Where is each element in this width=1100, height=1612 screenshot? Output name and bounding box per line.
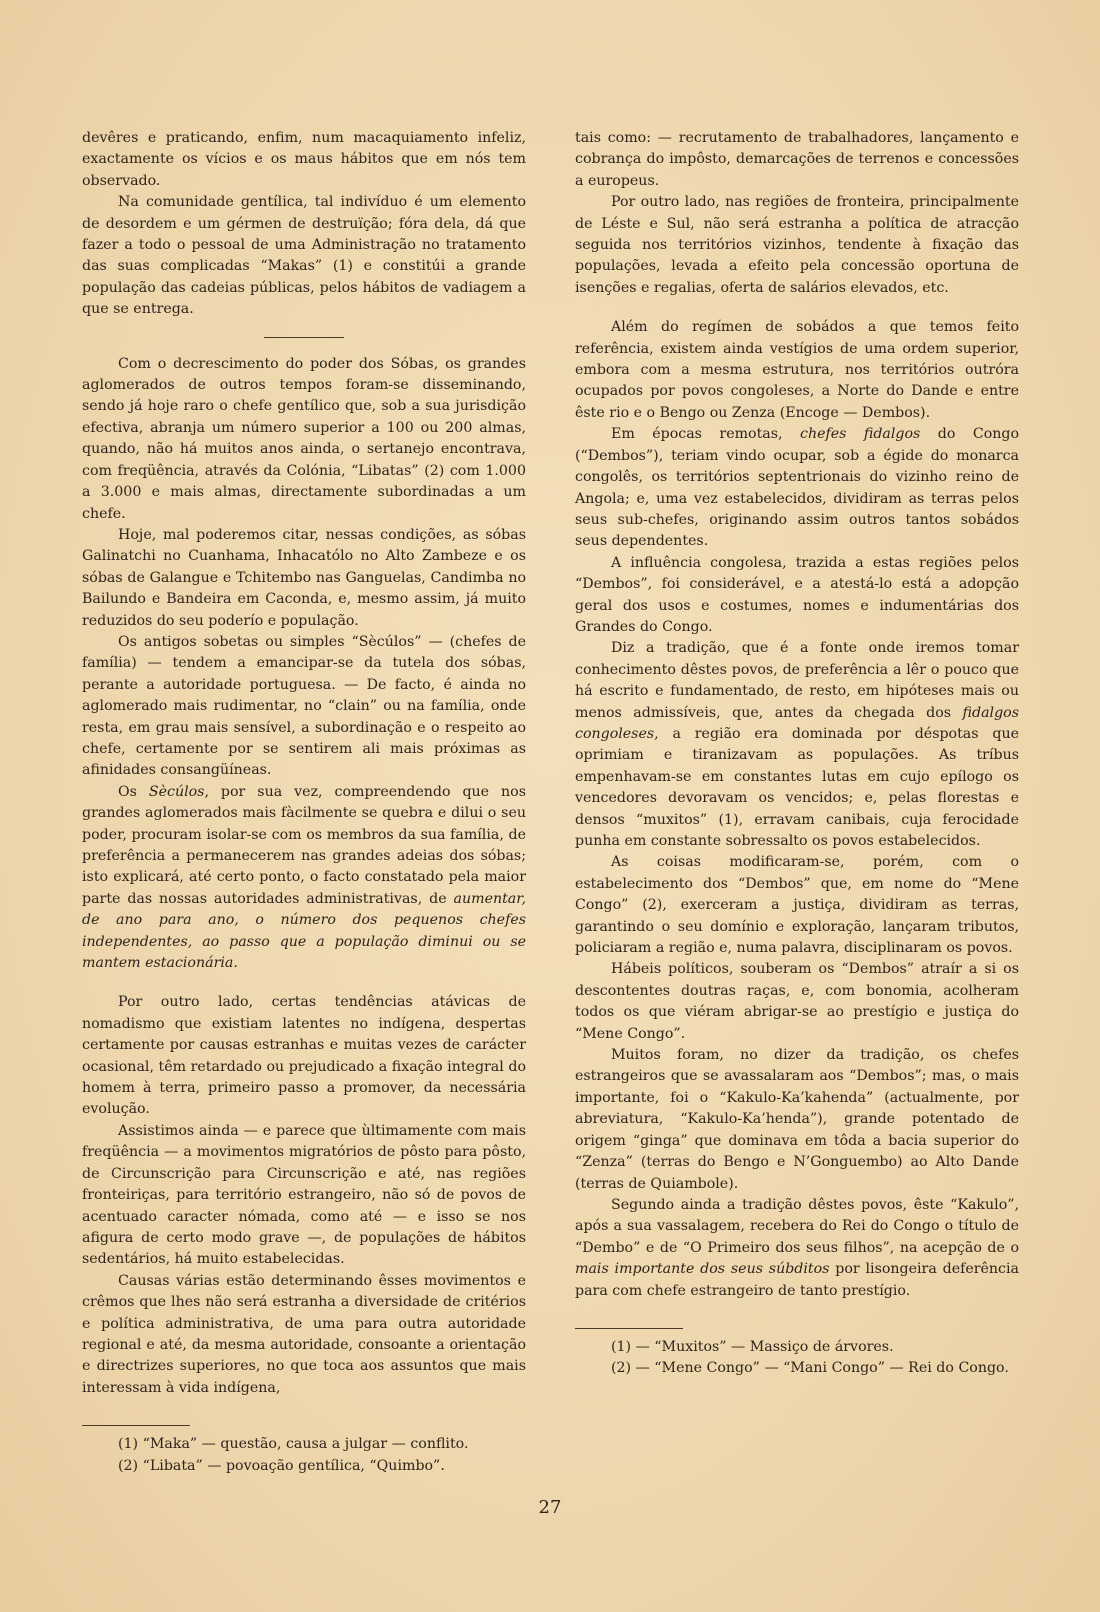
paragraph: As coisas modificaram-se, porém, com o estabelecimento dos “Dembos” que, em nome do “Mene Congo” (2), exerceram a justiça, dividiram as terras, garantindo o seu domínio e exploração, lançaram tributos, policiaram a região e, numa palavra, disciplinaram os povos.	[575, 854, 1019, 957]
paragraph	[575, 638, 1019, 852]
italic-text: chefes fidalgos	[800, 426, 921, 443]
paragraph: devêres e praticando, enfim, num macaquiamento infeliz, exactamente os vícios e os maus hábitos que em nós tem observado.	[82, 130, 526, 189]
paragraph: Causas várias estão determinando êsses movimentos e crêmos que lhes não será estranha a diversidade de critérios e política administrativa, de uma para outra autoridade regional e até, da mesma autoridade, consoante a orientação e directrizes superiores, no que toca aos assuntos que mais interessam à vida indígena,	[82, 1272, 526, 1396]
text-run: Diz a tradição, que é a fonte onde iremos tomar conhecimento dêstes povos, de preferência a lêr o pouco que há escrito e fundamentado, de resto, em hipóteses mais ou menos admissíveis, que, antes da chegada dos	[575, 640, 1019, 721]
paragraph: A influência congolesa, trazida a estas regiões pelos “Dembos”, foi considerável, e a atestá-lo está a adopção geral dos usos e costumes, nomes e indumentárias dos Grandes do Congo.	[575, 554, 1019, 635]
paragraph: Assistimos ainda — e parece que ùltimamente com mais freqüência — a movimentos migratórios de pôsto para pôsto, de Circunscrição para Circunscrição e até, nas regiões fronteiriças, para território estrangeiro, não só de povos de acentuado caracter nómada, como até — e isso se nos afigura de certo modo grave —, de populações de hábitos sedentários, há muito estabelecidas.	[82, 1122, 526, 1268]
paragraph: Os antigos sobetas ou simples “Sècúlos” — (chefes de família) — tendem a emancipar-se da tutela dos sóbas, perante a autoridade portuguesa. — De facto, é ainda no aglomerado mais rudimentar, no “clain” ou na família, onde resta, em grau mais sensível, a subordinação e o respeito ao chefe, certamente por se sentirem ali mais próximas as afinidades consangüíneas.	[82, 633, 526, 779]
paragraph: Por outro lado, nas regiões de fronteira, principalmente de Léste e Sul, não será estranha a política de atracção seguida nos territórios vizinhos, tendente à fixação das populações, levada a efeito pela concessão oportuna de isenções e regalias, oferta de salários elevados, etc.	[575, 194, 1019, 296]
paragraph: tais como: — recrutamento de trabalhadores, lançamento e cobrança do impôsto, demarcações de terrenos e concessões a europeus.	[575, 130, 1019, 189]
footnote-rule	[575, 1328, 683, 1329]
paragraph	[82, 782, 526, 975]
footnote: (2) “Libata” — povoação gentílica, “Quimbo”.	[118, 1457, 445, 1474]
page-number: 27	[538, 1497, 562, 1518]
paragraph	[575, 1195, 1019, 1302]
paragraph: Com o decrescimento do poder dos Sóbas, os grandes aglomerados de outros tempos foram-se disseminando, sendo já hoje raro o chefe gentílico que, sob a sua jurisdição efectiva, abranja um número superior a 100 ou 200 almas, quando, não há muitos anos ainda, o sertanejo encontrava, com freqüência, através da Colónia, “Libatas” (2) com 1.000 a 3.000 e mais almas, directamente subordinadas a um chefe.	[82, 355, 526, 522]
footnote: (1) “Maka” — questão, causa a julgar — conflito.	[118, 1436, 469, 1453]
paragraph: Hoje, mal poderemos citar, nessas condições, as sóbas Galinatchi no Cuanhama, Inhacatólo no Alto Zambeze e os sóbas de Galangue e Tchitembo nas Ganguelas, Candimba no Bailundo e Bandeira em Caconda, e, mesmo assim, já muito reduzidos do seu poderío e população.	[82, 526, 526, 629]
text-run: Os	[118, 783, 149, 800]
text-run: , por sua vez, compreendendo que nos grandes aglomerados mais fàcilmente se quebra e dilui o seu poder, procuram isolar-se com os membros da sua família, de preferência a permanecerem nas grandes adeias dos sóbas; isto explicará, até certo ponto, o facto constatado pela maior parte das nossas autoridades administrativas, de	[82, 783, 527, 907]
italic-text: Sècúlos	[148, 783, 205, 800]
text-run: Segundo ainda a tradição dêstes povos, êste “Kakulo”, após a sua vassalagem, recebera do Rei do Congo o título de “Dembo” e de “O Primeiro dos seus filhos”, na acepção de o	[575, 1196, 1019, 1256]
text-run: Em épocas remotas,	[611, 426, 800, 443]
text-run: , a região era dominada por déspotas que oprimiam e tiranizavam as populações. As tríbus empenhavam-se em constantes lutas em cujo epílogo os vencedores devoravam os vencidos; e, pelas florestas e densos “muxitos” (1), erravam canibais, cuja ferocidade punha em constante sobressalto os povos estabelecidos.	[575, 725, 1019, 849]
right-column	[575, 128, 1019, 1380]
italic-text: mais importante dos seus súbditos	[575, 1261, 830, 1278]
italic-text: fidalgos congoleses	[575, 704, 1019, 742]
section-divider	[264, 337, 344, 338]
footnote-rule	[82, 1425, 190, 1426]
paragraph: Na comunidade gentílica, tal indivíduo é um elemento de desordem e um gérmen de destruïção; fóra dela, dá que fazer a todo o pessoal de uma Administração no tratamento das suas complicadas “Makas” (1) e constitúi a grande população das cadeias públicas, pelos hábitos de vadiagem a que se entrega.	[82, 194, 526, 318]
footnote: (1) — “Muxitos” — Massiço de árvores.	[611, 1338, 894, 1355]
paragraph	[575, 424, 1019, 552]
left-column	[82, 128, 526, 1477]
italic-text: aumentar, de ano para ano, o número dos pequenos chefes independentes, ao passo que a população diminui ou se mantem estacionária.	[82, 890, 526, 972]
paragraph: Além do regímen de sobádos a que temos feito referência, existem ainda vestígios de uma ordem superior, embora com a mesma estrutura, nos territórios outróra ocupados por povos congoleses, a Norte do Dande e entre êste rio e o Bengo ou Zenza (Encoge — Dembos).	[575, 319, 1019, 421]
paragraph: Hábeis políticos, souberam os “Dembos” atraír a si os descontentes doutras raças, e, com bonomia, acolheram todos os que viéram abrigar-se ao prestígio e justiça do “Mene Congo”.	[575, 961, 1019, 1042]
footnote: (2) — “Mene Congo” — “Mani Congo” — Rei do Congo.	[611, 1360, 1009, 1377]
text-run: do Congo (“Dembos”), teriam vindo ocupar, sob a égide do monarca congolês, os territórios septentrionais do vizinho reino de Angola; e, uma vez estabelecidos, dividiram as terras pelos seus sub-chefes, originando assim outros tantos sobádos seus dependentes.	[575, 426, 1019, 550]
text-run: por lisongeira deferência para com chefe estrangeiro de tanto prestígio.	[575, 1261, 1019, 1299]
paragraph: Por outro lado, certas tendências atávicas de nomadismo que existiam latentes no indígena, despertas certamente por causas estranhas e muitas vezes de carácter ocasional, têm retardado ou prejudicado a fixação integral do homem à terra, primeiro passo a promover, da necessária evolução.	[82, 994, 526, 1118]
paragraph: Muitos foram, no dizer da tradição, os chefes estrangeiros que se avassalaram aos “Dembos”; mas, o mais importante, foi o “Kakulo-Ka’kahenda” (actualmente, por abreviatura, “Kakulo-Ka’henda”), grande potentado de origem “ginga” que dominava em tôda a bacia superior do “Zenza” (terras do Bengo e N’Gonguembo) ao Alto Dande (terras de Quiambole).	[575, 1047, 1019, 1192]
